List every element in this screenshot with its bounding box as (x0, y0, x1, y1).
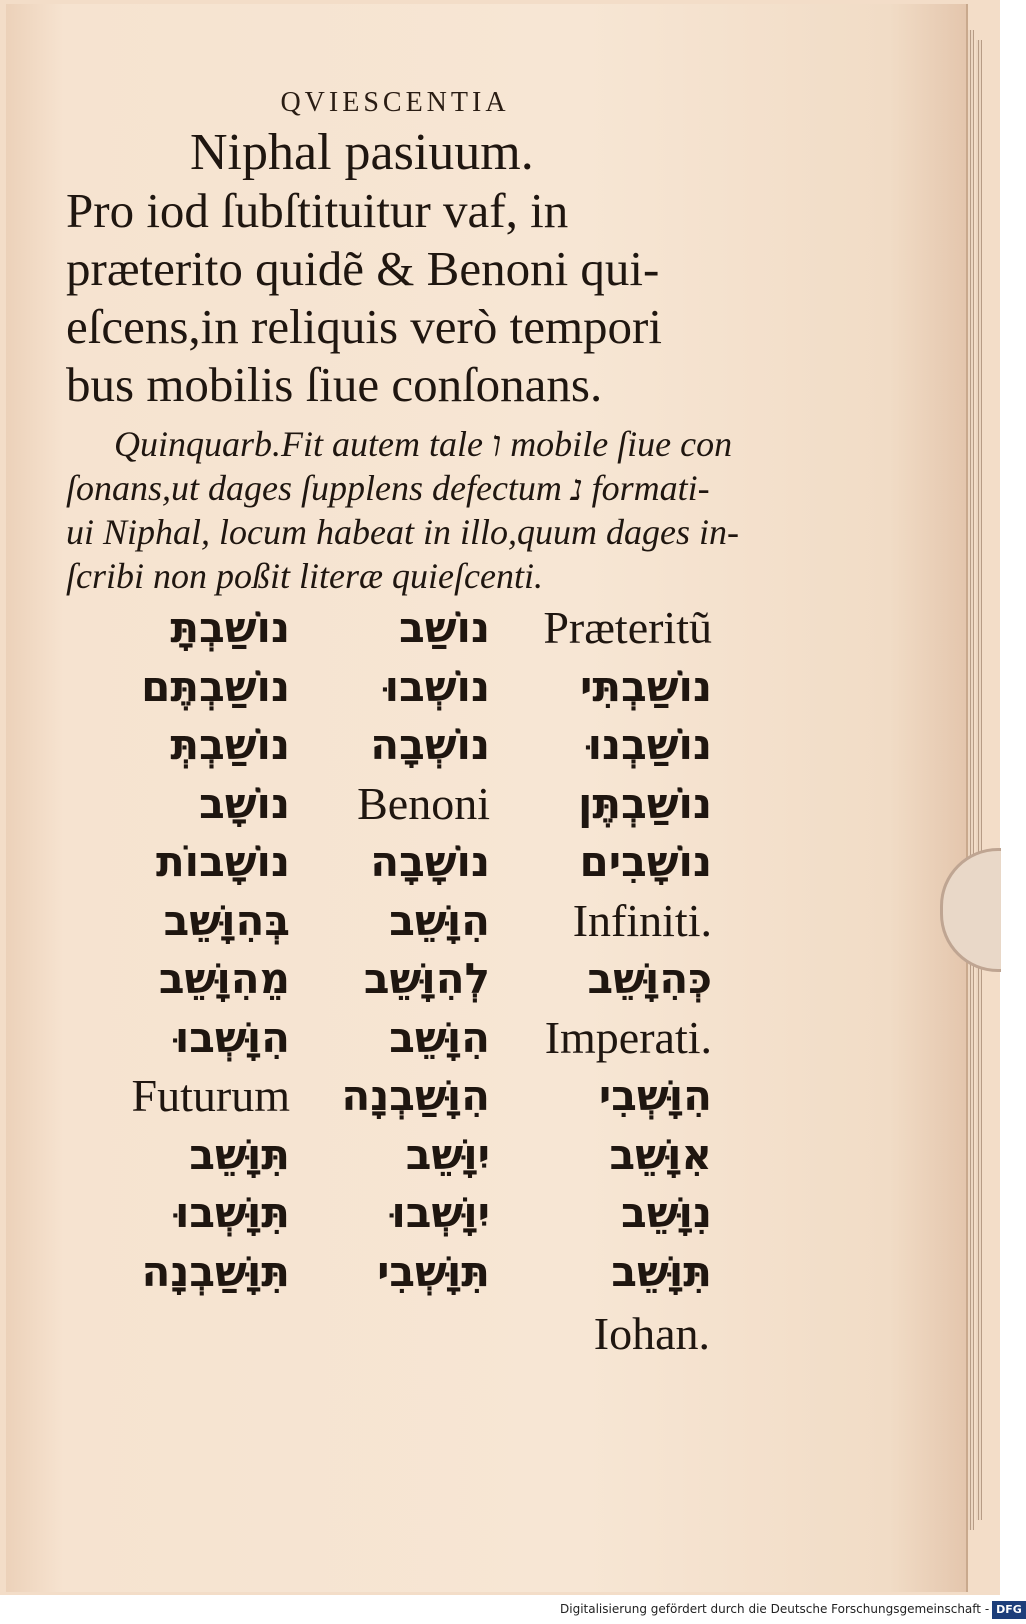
paradigm-form: כְּהִוָּשֵׁב (587, 954, 712, 1003)
note-line: ſonans,ut dages ſupplens defectum נ formati- (66, 468, 710, 508)
paradigm-form: נוֹשַׁבְתָּ (170, 603, 290, 652)
paradigm-form: יִוָּשֵׁב (405, 1129, 490, 1179)
page-edges-back (976, 40, 982, 1520)
digitization-footer (560, 1598, 1022, 1620)
dfg-logo: DFG (992, 1601, 1026, 1619)
running-head: QVIESCENTIA (280, 87, 510, 118)
paradigm-form: נוֹשָׁבִים (579, 837, 712, 886)
paradigm-form: בְּהִוָּשֵׁב (163, 895, 290, 945)
paradigm-form: יִוָּשְׁבוּ (391, 1188, 490, 1237)
paradigm-form: נוֹשַׁבְנוּ (587, 720, 712, 769)
catchword: Iohan. (593, 1308, 710, 1359)
paradigm-form: לְהִוָּשֵׁב (363, 954, 490, 1003)
paradigm-form: הִוָּשַׁבְנָה (341, 1071, 490, 1120)
paradigm-form: הִוָּשְׁבִי (598, 1071, 712, 1120)
paradigm-form: הִוָּשֵׁב (389, 1012, 490, 1062)
paradigm-form: הִוָּשְׁבוּ (174, 1012, 290, 1062)
paradigm-form: תִּוָּשַׁבְנָה (141, 1246, 290, 1296)
paradigm-label: Infiniti. (572, 894, 712, 946)
body-line: præterito quidẽ & Benoni qui- (66, 241, 660, 296)
paradigm-form: נִוָּשֵׁב (621, 1188, 712, 1237)
paradigm-form: נוֹשַׁבְתֶּם (141, 661, 290, 711)
paradigm-form: תִּוָּשֵׁב (189, 1129, 290, 1179)
note-line: ui Niphal, locum habeat in illo,quum dages in- (66, 512, 739, 552)
paradigm-form: נוֹשַׁבְתְּ (170, 720, 290, 769)
note-line: Quinquarb.Fit autem tale ו mobile ſiue con (114, 424, 733, 464)
paradigm-label: Benoni (357, 777, 490, 829)
paradigm-form: נוֹשַׁב (399, 603, 490, 652)
page-edges (968, 30, 974, 1530)
paradigm-form: תִּוָּשֵׁב (611, 1246, 712, 1296)
body-line: eſcens,in reliquis verò tempori (66, 299, 662, 354)
paradigm-form: תִּוָּשְׁבִי (377, 1246, 490, 1296)
paradigm-form: אִוָּשֵׁב (609, 1129, 712, 1179)
body-line: bus mobilis ſiue conſonans. (66, 357, 603, 412)
paradigm-label: Imperati. (544, 1011, 712, 1063)
section-title: Niphal pasiuum. (190, 124, 534, 181)
paradigm-form: מֵהִוָּשֵׁב (158, 954, 290, 1003)
paradigm-form: נוֹשָׁבָה (370, 837, 490, 886)
paradigm-label: Futurum (131, 1070, 290, 1121)
paradigm-form: נוֹשָׁב (199, 778, 290, 828)
paradigm-form: נוֹשָׁבוֹת (155, 837, 290, 886)
paradigm-label: Præteritũ (543, 602, 712, 653)
paradigm-form: נוֹשַׁבְתִּי (580, 661, 712, 711)
footer-text: Digitalisierung gefördert durch die Deutsche Forschungsgemeinschaft - (560, 1602, 990, 1616)
paradigm-form: נוֹשְׁבוּ (384, 661, 490, 711)
paradigm-form: נוֹשַׁבְתֶּן (577, 778, 712, 828)
paradigm-form: תִּוָּשְׁבוּ (175, 1188, 290, 1237)
note-line: ſcribi non poßit literæ quieſcenti. (66, 556, 543, 596)
paradigm-form: הִוָּשֵׁב (389, 895, 490, 945)
body-line: Pro iod ſubſtituitur vaf, in (66, 183, 569, 238)
paradigm-form: נוֹשְׁבָה (370, 720, 490, 769)
